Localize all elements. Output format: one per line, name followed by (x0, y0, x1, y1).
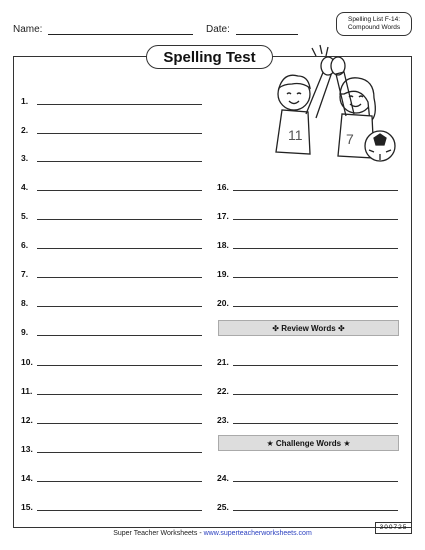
spelling-list-badge (336, 12, 412, 36)
answer-row (21, 471, 202, 483)
answer-line[interactable] (37, 219, 202, 220)
answer-line[interactable] (233, 190, 398, 191)
item-number: 14. (21, 473, 33, 483)
svg-text:7: 7 (346, 131, 354, 147)
answer-line[interactable] (37, 190, 202, 191)
worksheet-code: 300725 (375, 522, 412, 534)
answer-line[interactable] (233, 394, 398, 395)
answer-line[interactable] (37, 248, 202, 249)
item-number: 3. (21, 153, 29, 163)
item-number: 1. (21, 96, 29, 106)
answer-row (21, 296, 202, 308)
answer-line[interactable] (37, 481, 202, 482)
answer-line[interactable] (233, 306, 398, 307)
answer-line[interactable] (37, 423, 202, 424)
answer-row (217, 500, 398, 512)
answer-line[interactable] (233, 423, 398, 424)
item-number: 19. (217, 269, 229, 279)
review-words-bar: ✤ Review Words ✤ (218, 320, 399, 336)
answer-row (217, 355, 398, 367)
item-number: 8. (21, 298, 29, 308)
answer-line[interactable] (37, 104, 202, 105)
badge-line-1: Spelling List F-14: (347, 15, 401, 23)
item-number: 23. (217, 415, 229, 425)
answer-row (217, 209, 398, 221)
answer-line[interactable] (37, 452, 202, 453)
item-number: 17. (217, 211, 229, 221)
footer (0, 530, 425, 537)
footer-brand: Super Teacher Worksheets (113, 530, 198, 537)
answer-row (21, 500, 202, 512)
footer-url-link[interactable]: www.superteacherworksheets.com (203, 530, 312, 537)
date-line[interactable] (236, 34, 298, 35)
answer-line[interactable] (233, 510, 398, 511)
answer-row (21, 209, 202, 221)
answer-row (21, 94, 202, 106)
answer-row (217, 413, 398, 425)
item-number: 6. (21, 240, 29, 250)
item-number: 22. (217, 386, 229, 396)
answer-line[interactable] (37, 161, 202, 162)
item-number: 10. (21, 357, 33, 367)
answer-row (21, 325, 202, 337)
answer-row (21, 384, 202, 396)
answer-line[interactable] (233, 219, 398, 220)
answer-line[interactable] (37, 365, 202, 366)
answer-line[interactable] (233, 248, 398, 249)
item-number: 20. (217, 298, 229, 308)
name-line[interactable] (48, 34, 193, 35)
item-number: 5. (21, 211, 29, 221)
item-number: 16. (217, 182, 229, 192)
answer-line[interactable] (233, 481, 398, 482)
answer-row (217, 180, 398, 192)
answer-row (217, 471, 398, 483)
item-number: 18. (217, 240, 229, 250)
answer-row (21, 267, 202, 279)
answer-line[interactable] (37, 277, 202, 278)
answer-row (217, 384, 398, 396)
high-five-kids-illustration (262, 42, 407, 167)
answer-row (217, 296, 398, 308)
item-number: 15. (21, 502, 33, 512)
answer-line[interactable] (37, 394, 202, 395)
answer-row (21, 238, 202, 250)
challenge-words-bar: ★ Challenge Words ★ (218, 435, 399, 451)
answer-line[interactable] (233, 277, 398, 278)
answer-row (21, 123, 202, 135)
item-number: 12. (21, 415, 33, 425)
answer-row (21, 180, 202, 192)
answer-row (21, 413, 202, 425)
svg-text:11: 11 (288, 127, 303, 143)
answer-line[interactable] (37, 306, 202, 307)
answer-row (21, 442, 202, 454)
item-number: 4. (21, 182, 29, 192)
item-number: 21. (217, 357, 229, 367)
answer-row (217, 267, 398, 279)
item-number: 2. (21, 125, 29, 135)
item-number: 7. (21, 269, 29, 279)
item-number: 24. (217, 473, 229, 483)
answer-row (21, 151, 202, 163)
item-number: 9. (21, 327, 29, 337)
item-number: 11. (21, 386, 33, 396)
page-title: Spelling Test (146, 45, 273, 69)
answer-line[interactable] (233, 365, 398, 366)
answer-row (217, 238, 398, 250)
answer-line[interactable] (37, 335, 202, 336)
badge-line-2: Compound Words (347, 24, 401, 31)
answer-line[interactable] (37, 133, 202, 134)
answer-row (21, 355, 202, 367)
date-label: Date: (206, 24, 230, 35)
footer-separator: - (197, 530, 204, 537)
answer-line[interactable] (37, 510, 202, 511)
item-number: 25. (217, 502, 229, 512)
name-label: Name: (13, 24, 43, 35)
item-number: 13. (21, 444, 33, 454)
